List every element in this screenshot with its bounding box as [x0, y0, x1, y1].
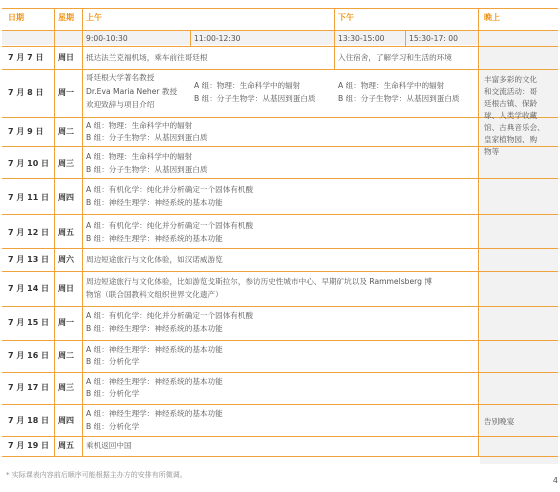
row-date: 7 月 18 日	[8, 416, 50, 425]
rule-r1	[2, 69, 558, 70]
row-date: 7 月 13 日	[8, 255, 50, 264]
rule-r4	[2, 178, 558, 179]
evening-note-2: 和交流活动：哥	[484, 87, 538, 96]
rule-r6	[2, 248, 558, 249]
row-weekday: 周四	[58, 193, 74, 202]
row-weekday: 周五	[58, 228, 74, 237]
header-morning: 上午	[86, 13, 102, 22]
rule-r12	[2, 436, 558, 437]
row-weekday: 周三	[58, 383, 74, 392]
rule-r7	[2, 271, 558, 272]
col-sep-am-mid	[190, 30, 191, 46]
corner-mark: 4	[552, 476, 558, 485]
evening-note-6: 皇家植物园、购	[484, 135, 538, 144]
evening-note-7: 物等	[484, 147, 500, 156]
rule-r10	[2, 372, 558, 373]
col-sep-eve	[478, 8, 479, 456]
row-date: 7 月 14 日	[8, 284, 50, 293]
date-column-band	[2, 30, 82, 45]
row-date: 7 月 19 日	[8, 441, 50, 450]
slot-4: 15:30-17: 00	[409, 34, 458, 43]
row-weekday: 周一	[58, 88, 74, 97]
row-am-b: B 组：分子生物学：从基因到蛋白质	[86, 165, 208, 174]
row-am: 乘机返回中国	[86, 441, 132, 450]
row-weekday: 周四	[58, 416, 74, 425]
row-pm: 入住宿舍，了解学习和生活的环境	[338, 53, 452, 62]
row-am-a: A 组：有机化学：纯化并分析确定一个固体有机酸	[86, 311, 254, 320]
row-pm-b: B 组：分子生物学：从基因到蛋白质	[338, 94, 460, 103]
rule-top	[2, 8, 558, 9]
row-weekday: 周二	[58, 351, 74, 360]
row-weekday: 周日	[58, 284, 74, 293]
row-am-a: A 组：物理：生命科学中的辐射	[86, 121, 193, 130]
row-date: 7 月 9 日	[8, 127, 44, 136]
row-am-b: B 组：分子生物学：从基因到蛋白质	[86, 133, 208, 142]
row-am-b: B 组：神经生理学：神经系统的基本功能	[86, 324, 223, 333]
slot-2: 11:00-12:30	[194, 34, 241, 43]
rule-r11	[2, 404, 558, 405]
row-am-a: A 组：神经生理学：神经系统的基本功能	[86, 377, 223, 386]
rule-r9	[2, 340, 558, 341]
row-am-b: B 组：神经生理学：神经系统的基本功能	[86, 234, 223, 243]
row-am-2: 物馆（联合国教科文组织世界文化遗产）	[86, 290, 223, 299]
rule-slots	[2, 46, 558, 47]
row-pm-a: A 组：物理：生命科学中的辐射	[338, 81, 445, 90]
evening-note-4: 球、人类学收藏	[484, 111, 538, 120]
row-evening: 告别晚宴	[484, 417, 515, 426]
footnote: * 实际课表内容前后顺序可能根据主办方的安排有所微调。	[6, 471, 187, 479]
row-am-1: 周边短途旅行与文化体验，比如游览戈斯拉尔，参访历史性城市中心、早期矿坑以及 Rammelsberg 博	[86, 277, 432, 286]
row-weekday: 周五	[58, 441, 74, 450]
row-weekday: 周六	[58, 255, 74, 264]
rule-r3	[2, 146, 558, 147]
row-am-a: A 组：物理：生命科学中的辐射	[86, 152, 193, 161]
header-afternoon: 下午	[338, 13, 354, 22]
row-am-intro-3: 欢迎致辞与项目介绍	[86, 100, 155, 109]
header-weekday: 星期	[58, 13, 74, 22]
rule-r5	[2, 214, 558, 215]
slot-3: 13:30-15:00	[338, 34, 385, 43]
row-am: 抵达法兰克福机场，乘车前往哥廷根	[86, 53, 208, 62]
rule-r13	[2, 456, 558, 457]
rule-r8	[2, 306, 558, 307]
evening-note-3: 廷根古镇、保龄	[484, 99, 538, 108]
col-sep-ampm	[334, 8, 335, 69]
row-date: 7 月 17 日	[8, 383, 50, 392]
slot-1: 9:00-10:30	[86, 34, 128, 43]
row-am-b: B 组：分析化学	[86, 357, 140, 366]
rule-header	[2, 30, 558, 31]
row-am-intro-2: Dr.Eva Maria Neher 教授	[86, 87, 178, 96]
header-date: 日期	[8, 13, 24, 22]
row-date: 7 月 16 日	[8, 351, 50, 360]
col-sep-pm-mid	[405, 30, 406, 46]
row-weekday: 周三	[58, 159, 74, 168]
col-sep-1	[54, 8, 55, 456]
row-am-b: B 组：神经生理学：神经系统的基本功能	[86, 198, 223, 207]
col-sep-2	[82, 8, 83, 456]
row-date: 7 月 8 日	[8, 88, 44, 97]
row-am-a: A 组：神经生理学：神经系统的基本功能	[86, 409, 223, 418]
row-am-a: A 组：有机化学：纯化并分析确定一个固体有机酸	[86, 221, 254, 230]
row-date: 7 月 12 日	[8, 228, 50, 237]
row-weekday: 周一	[58, 318, 74, 327]
header-evening: 晚上	[484, 13, 500, 22]
evening-note-5: 馆、古典音乐会、	[484, 123, 545, 132]
row-weekday: 周日	[58, 53, 74, 62]
row-am-b: B 组：分析化学	[86, 422, 140, 431]
row-date: 7 月 10 日	[8, 159, 50, 168]
rule-r2	[2, 117, 558, 118]
row-am-b: B 组：分子生物学：从基因到蛋白质	[194, 94, 316, 103]
row-am-a: A 组：物理：生命科学中的辐射	[194, 81, 301, 90]
row-am-a: A 组：有机化学：纯化并分析确定一个固体有机酸	[86, 185, 254, 194]
row-am-intro-1: 哥廷根大学著名教授	[86, 73, 155, 82]
row-am: 周边短途旅行与文化体验，如汉诺威游览	[86, 255, 223, 264]
evening-note-1: 丰富多彩的文化	[484, 75, 538, 84]
row-date: 7 月 7 日	[8, 53, 44, 62]
row-am-b: B 组：分析化学	[86, 389, 140, 398]
row-date: 7 月 15 日	[8, 318, 50, 327]
row-weekday: 周二	[58, 127, 74, 136]
row-date: 7 月 11 日	[8, 193, 50, 202]
row-am-a: A 组：神经生理学：神经系统的基本功能	[86, 345, 223, 354]
